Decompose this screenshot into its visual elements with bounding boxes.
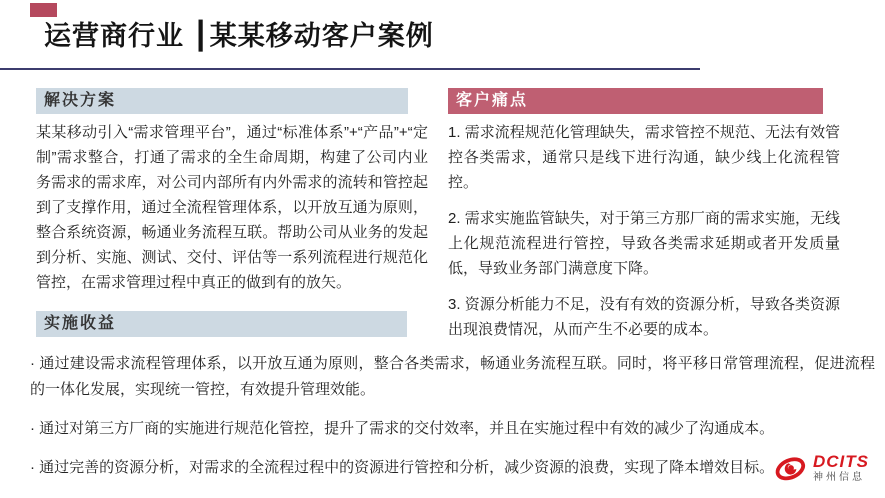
benefit-item: · 通过完善的资源分析，对需求的全流程过程中的资源进行管控和分析，减少资源的浪费，实现了降本增效目标。 (30, 459, 775, 476)
logo-company: 神州信息 (813, 472, 865, 483)
pain-point-item: 1. 需求流程规范化管理缺失，需求管控不规范、无法有效管控各类需求，通常只是线下进行沟通，缺少线上化流程管控。 (448, 124, 840, 191)
pain-points-heading: 客户痛点 (448, 88, 823, 114)
title-divider (0, 68, 700, 70)
solution-heading: 解决方案 (36, 88, 408, 114)
logo-text (813, 453, 869, 483)
pain-point-item: 2. 需求实施监管缺失，对于第三方那厂商的需求实施，无线上化规范流程进行管控，导致各类需求延期或者开发质量低，导致业务部门满意度下降。 (448, 210, 840, 277)
benefit-item: · 通过对第三方厂商的实施进行规范化管控，提升了需求的交付效率，并且在实施过程中有效的减少了沟通成本。 (30, 420, 775, 437)
dcits-logo (772, 450, 869, 486)
benefits-heading: 实施收益 (36, 311, 407, 337)
accent-square (30, 3, 57, 17)
solution-body: 某某移动引入“需求管理平台”，通过“标准体系”+“产品”+“定制”需求整合，打通了需求的全生命周期，构建了公司内业务需求的需求库，对公司内部所有内外需求的流转和管控起到了支撑作用，通过全流程管理体系，以开放互通为原则，整合系统资源，畅通业务流程互联。帮助公司从业务的发起到分析、实施、测试、交付、评估等一系列流程进行规范化管控，在需求管理过程中真正的做到有的放矢。 (36, 124, 428, 291)
benefit-list (30, 351, 875, 481)
solution-section (36, 88, 428, 295)
benefit-item: · 通过建设需求流程管理体系，以开放互通为原则，整合各类需求，畅通业务流程互联。同时，将平移日常管理流程，促进流程的一体化发展，实现统一管控，有效提升管理效能。 (30, 355, 875, 398)
page-title: 运营商行业 ┃某某移动客户案例 (44, 21, 434, 51)
pain-point-item: 3. 资源分析能力不足，没有有效的资源分析，导致各类资源出现浪费情况，从而产生不必要的成本。 (448, 296, 840, 338)
dcits-swoosh-icon (772, 450, 808, 486)
logo-brand: DCITS (813, 452, 869, 471)
benefits-section (30, 311, 875, 494)
